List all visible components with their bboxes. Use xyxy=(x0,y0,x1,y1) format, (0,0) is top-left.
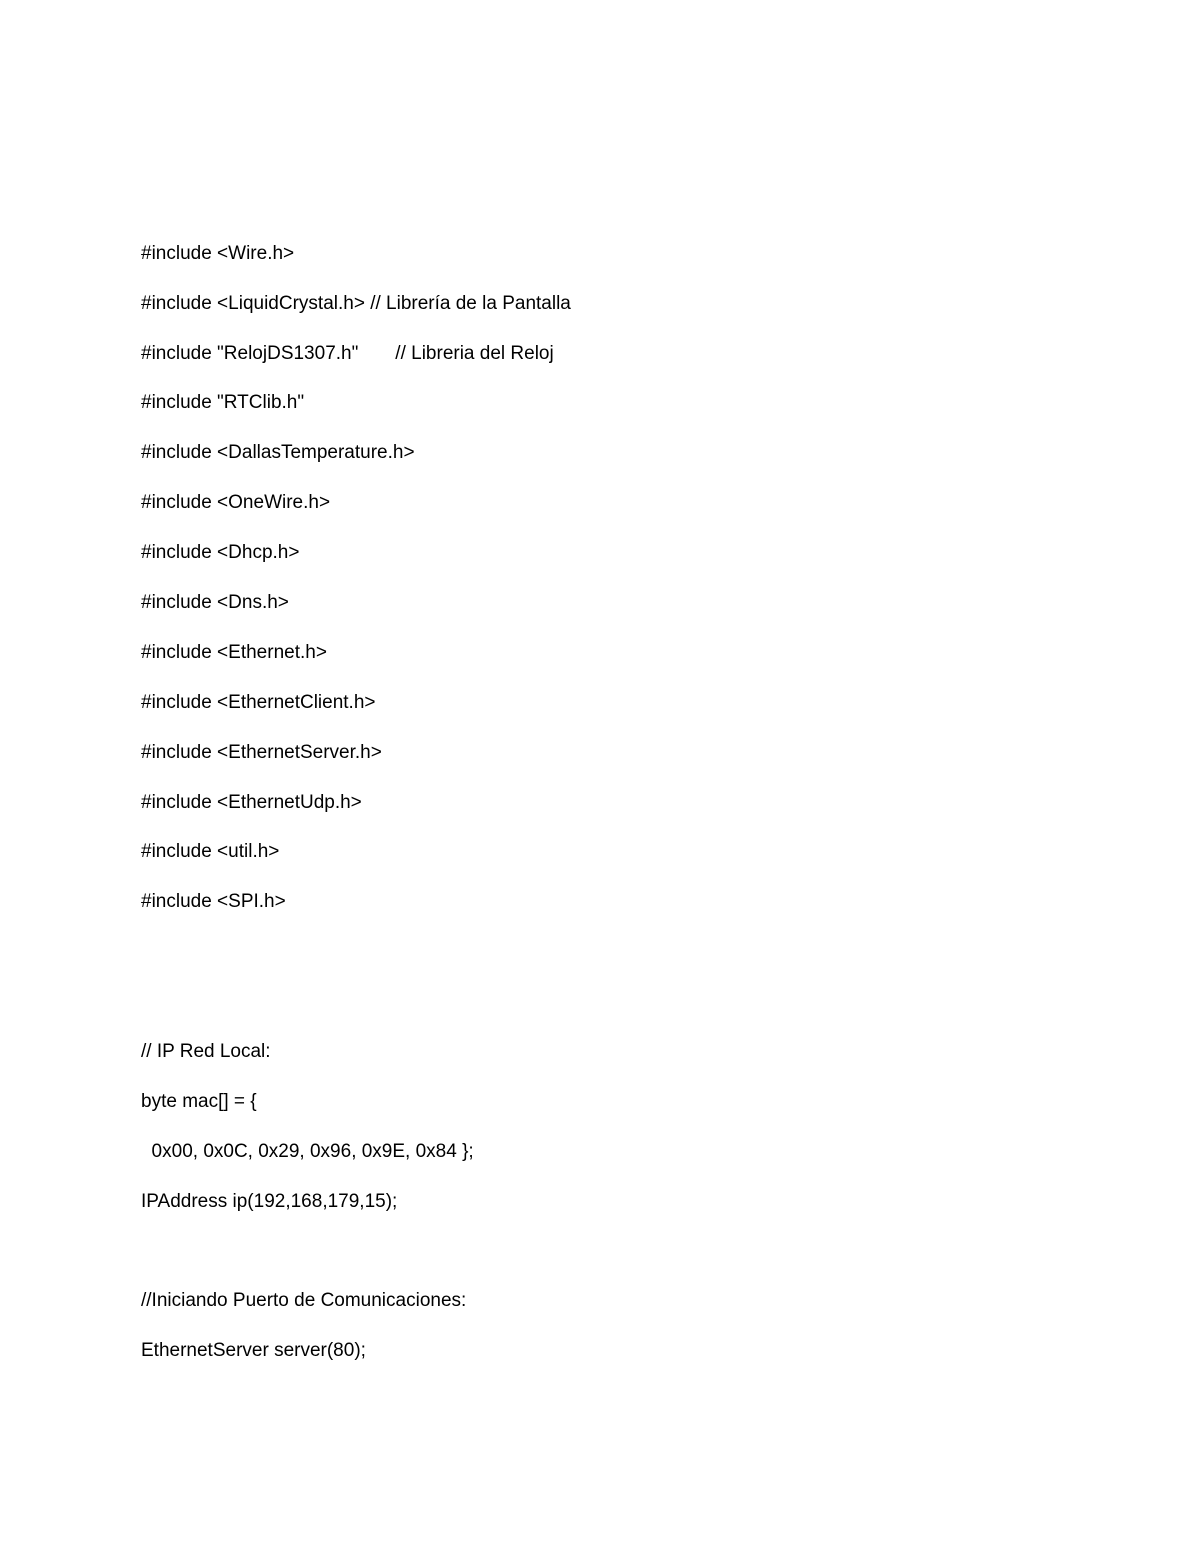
code-line-include-ethernetserver: #include <EthernetServer.h> xyxy=(141,742,382,763)
code-line-include-rtclib: #include "RTClib.h" xyxy=(141,392,305,413)
code-line-include-ethernetudp: #include <EthernetUdp.h> xyxy=(141,792,362,813)
code-line-comment-puerto: //Iniciando Puerto de Comunicaciones: xyxy=(141,1290,467,1311)
code-line-include-ethernetclient: #include <EthernetClient.h> xyxy=(141,692,376,713)
code-line-include-util: #include <util.h> xyxy=(141,841,280,862)
code-line-include-spi: #include <SPI.h> xyxy=(141,891,286,912)
code-line-include-onewire: #include <OneWire.h> xyxy=(141,492,331,513)
code-line-include-dhcp: #include <Dhcp.h> xyxy=(141,542,300,563)
code-line-ethernetserver-server: EthernetServer server(80); xyxy=(141,1340,366,1361)
code-line-comment-ip-red-local: // IP Red Local: xyxy=(141,1041,271,1062)
code-line-include-dns: #include <Dns.h> xyxy=(141,592,289,613)
code-line-mac-values: 0x00, 0x0C, 0x29, 0x96, 0x9E, 0x84 }; xyxy=(141,1141,474,1162)
code-line-include-wire: #include <Wire.h> xyxy=(141,243,295,264)
code-line-include-relojds1307: #include "RelojDS1307.h" // Libreria del Reloj xyxy=(141,343,554,364)
code-line-ipaddress: IPAddress ip(192,168,179,15); xyxy=(141,1191,398,1212)
code-line-byte-mac: byte mac[] = { xyxy=(141,1091,257,1112)
code-line-include-ethernet: #include <Ethernet.h> xyxy=(141,642,327,663)
code-line-include-liquidcrystal: #include <LiquidCrystal.h> // Librería de la Pantalla xyxy=(141,293,571,314)
code-line-include-dallastemperature: #include <DallasTemperature.h> xyxy=(141,442,415,463)
